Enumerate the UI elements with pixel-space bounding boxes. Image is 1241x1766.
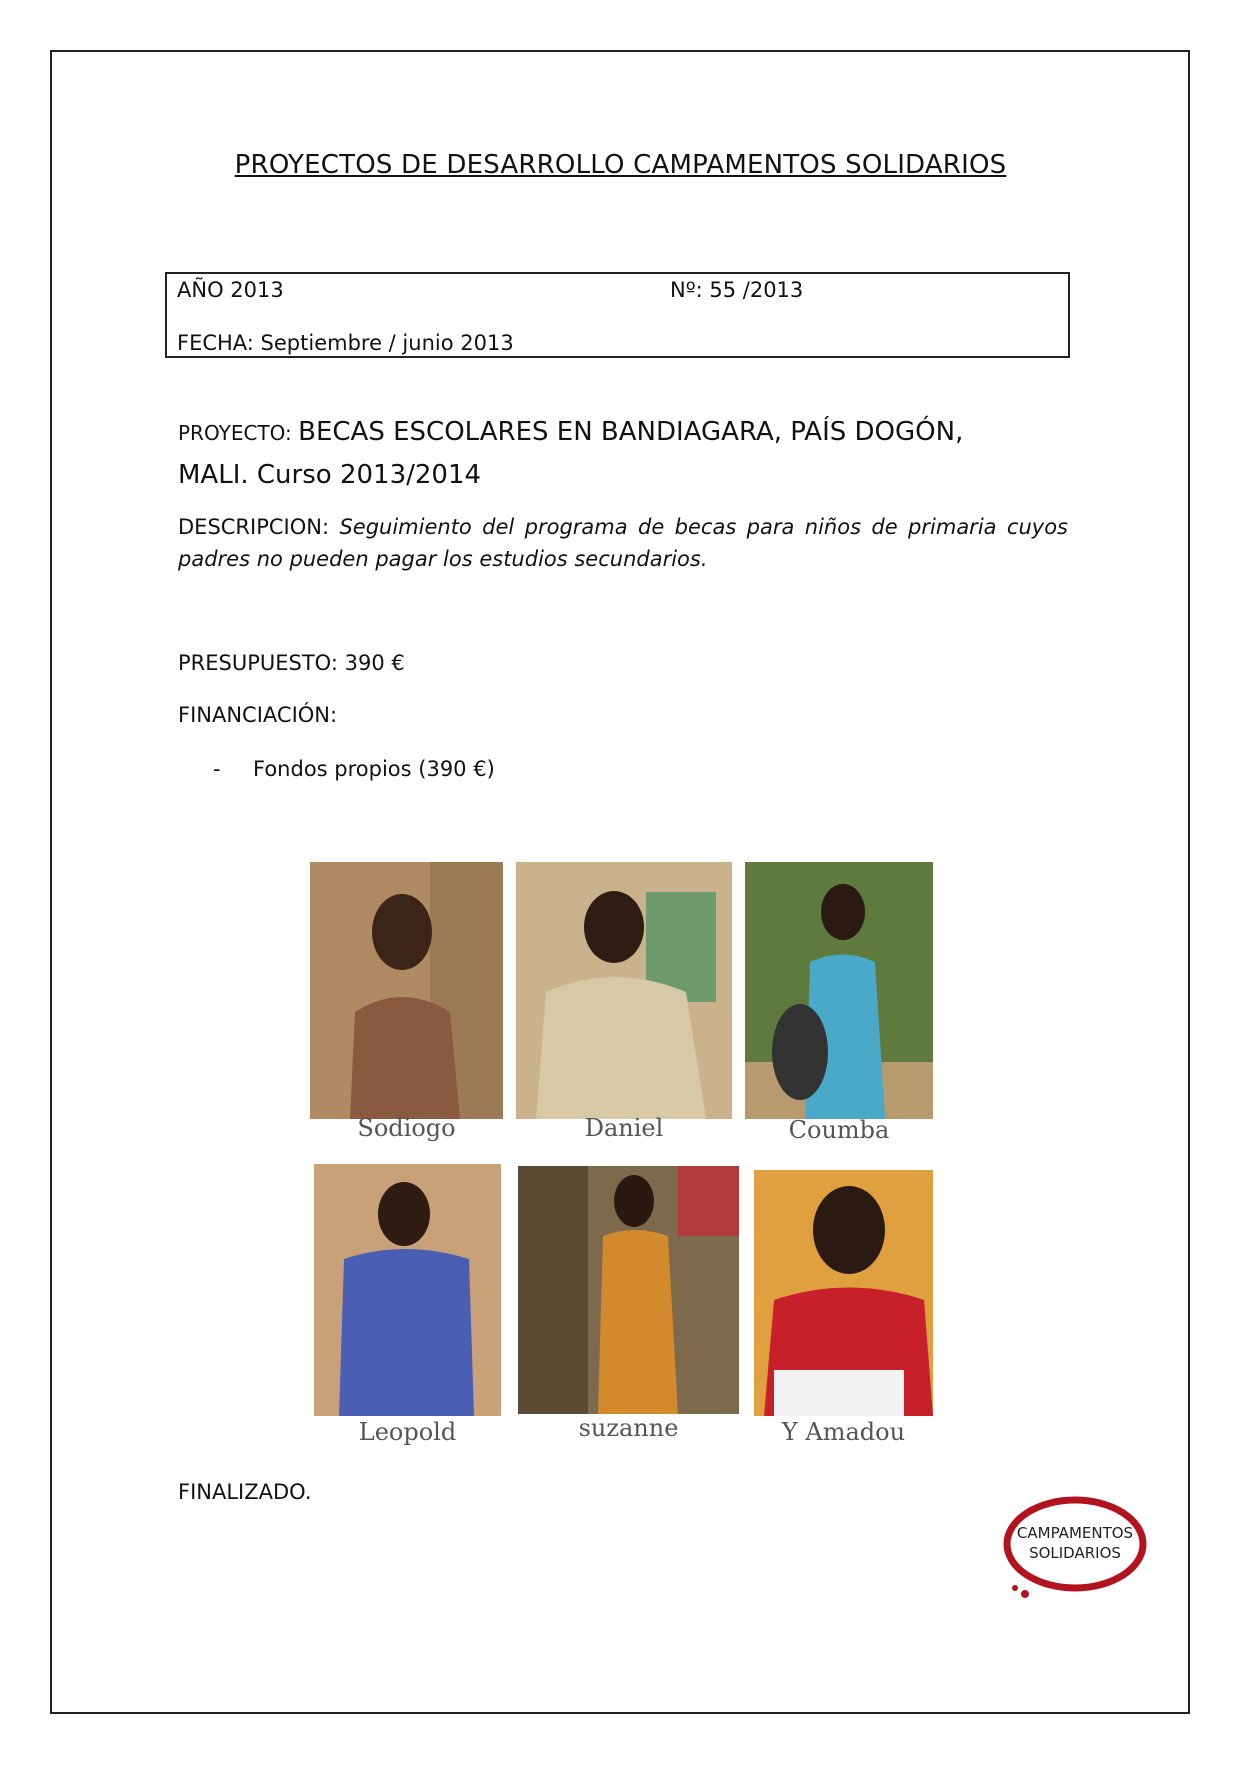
project-title-line1: BECAS ESCOLARES EN BANDIAGARA, PAÍS DOGÓN, bbox=[298, 417, 964, 447]
photo-caption: Coumba bbox=[788, 1116, 890, 1144]
funding-item-text: Fondos propios (390 €) bbox=[253, 757, 495, 781]
project-label: PROYECTO: bbox=[178, 421, 299, 445]
funding-label: FINANCIACIÓN: bbox=[178, 703, 338, 727]
year-field: AÑO 2013 bbox=[177, 278, 284, 302]
photo-amadou bbox=[754, 1170, 933, 1416]
description-section bbox=[178, 511, 1068, 575]
funding-item bbox=[213, 757, 495, 781]
photo-sodiogo bbox=[310, 862, 503, 1119]
list-dash: - bbox=[213, 757, 221, 781]
description-text: Seguimiento del programa de becas para niños de primaria cuyos padres no pueden pagar los estudios secundarios. bbox=[178, 515, 1068, 571]
photo-daniel bbox=[516, 862, 732, 1119]
page-title: PROYECTOS DE DESARROLLO CAMPAMENTOS SOLIDARIOS bbox=[234, 150, 1007, 180]
photo-caption: Sodiogo bbox=[357, 1114, 456, 1142]
svg-text:CAMPAMENTOS: CAMPAMENTOS bbox=[1016, 1524, 1134, 1542]
budget: PRESUPUESTO: 390 € bbox=[178, 651, 405, 675]
svg-text:SOLIDARIOS: SOLIDARIOS bbox=[1029, 1544, 1121, 1562]
status-text: FINALIZADO. bbox=[178, 1480, 312, 1504]
description-label: DESCRIPCION: bbox=[178, 515, 340, 539]
photo-caption: Leopold bbox=[358, 1418, 457, 1446]
project-section bbox=[178, 412, 1078, 498]
photo-suzanne bbox=[518, 1166, 739, 1414]
photo-caption: suzanne bbox=[578, 1414, 679, 1442]
photo-caption: Y Amadou bbox=[781, 1418, 906, 1446]
photo-caption: Daniel bbox=[584, 1114, 664, 1142]
number-field: Nº: 55 /2013 bbox=[670, 278, 804, 302]
project-title-line2: MALI. Curso 2013/2014 bbox=[178, 460, 482, 490]
photo-coumba bbox=[745, 862, 933, 1119]
date-field: FECHA: Septiembre / junio 2013 bbox=[177, 331, 514, 355]
photo-leopold bbox=[314, 1164, 501, 1416]
campamentos-solidarios-logo bbox=[995, 1488, 1150, 1608]
info-box bbox=[165, 272, 1070, 358]
